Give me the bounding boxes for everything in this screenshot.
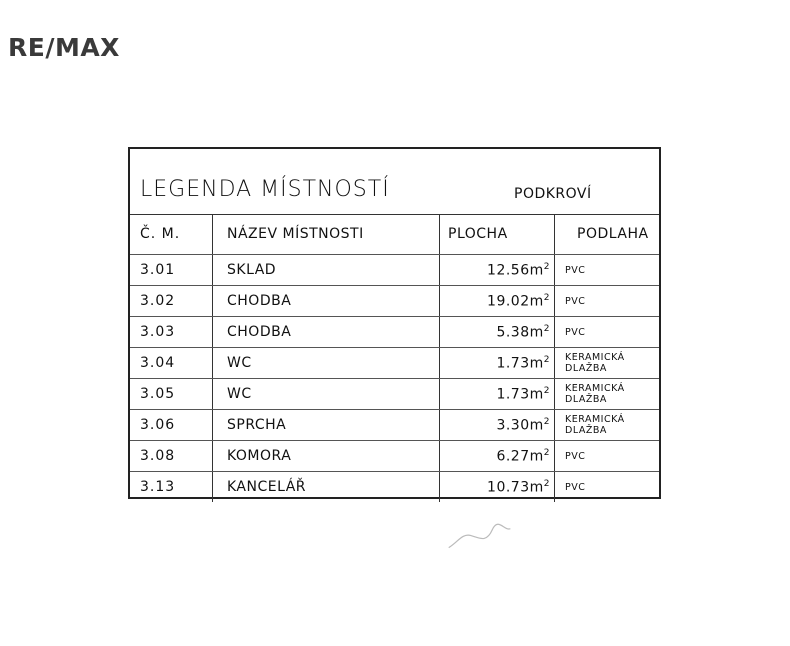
header-room-number: Č. M. <box>130 214 213 255</box>
header-area: PLOCHA <box>440 214 555 255</box>
header-floor: PODLAHA <box>555 214 660 255</box>
room-number: 3.08 <box>130 441 213 472</box>
room-area: $6.27m^2$ <box>440 441 555 472</box>
table-row <box>130 317 659 348</box>
room-name: SPRCHA <box>213 410 440 441</box>
room-floor: PVC <box>555 255 660 286</box>
room-name: WC <box>213 379 440 410</box>
room-legend-sheet <box>128 147 661 499</box>
signature-mark <box>443 514 517 556</box>
room-number: 3.06 <box>130 410 213 441</box>
room-floor: KERAMICKÁ DLAŽBA <box>555 379 660 410</box>
room-area: $1.73m^2$ <box>440 348 555 379</box>
table-row <box>130 472 659 503</box>
room-floor: PVC <box>555 441 660 472</box>
room-floor: KERAMICKÁ DLAŽBA <box>555 348 660 379</box>
room-area: $10.73m^2$ <box>440 472 555 503</box>
header-room-name: NÁZEV MÍSTNOSTI <box>213 214 440 255</box>
room-area: $1.73m^2$ <box>440 379 555 410</box>
room-area: $5.38m^2$ <box>440 317 555 348</box>
room-floor: PVC <box>555 286 660 317</box>
remax-logo: RE/MAX <box>8 33 120 62</box>
room-floor: PVC <box>565 481 586 493</box>
room-number: 3.04 <box>130 348 213 379</box>
room-name: CHODBA <box>213 317 440 348</box>
room-name: CHODBA <box>213 286 440 317</box>
room-area: $3.30m^2$ <box>440 410 555 441</box>
room-area: $19.02m^2$ <box>440 286 555 317</box>
room-name: KANCELÁŘ <box>213 472 440 503</box>
legend-title-row <box>130 149 659 215</box>
table-row <box>130 410 659 441</box>
table-row <box>130 255 659 286</box>
legend-subtitle: PODKROVÍ <box>514 186 592 202</box>
room-floor: KERAMICKÁ DLAŽBA <box>555 410 660 441</box>
room-name: WC <box>213 348 440 379</box>
room-number: 3.01 <box>130 255 213 286</box>
room-number: 3.02 <box>130 286 213 317</box>
room-table <box>130 214 659 502</box>
room-area: $12.56m^2$ <box>440 255 555 286</box>
room-name: SKLAD <box>213 255 440 286</box>
table-row <box>130 348 659 379</box>
table-row <box>130 286 659 317</box>
room-number: 3.13 <box>130 472 213 503</box>
room-name: KOMORA <box>213 441 440 472</box>
legend-title: LEGENDA MÍSTNOSTÍ <box>140 177 390 202</box>
table-row <box>130 441 659 472</box>
room-number: 3.03 <box>130 317 213 348</box>
room-floor: PVC <box>555 317 660 348</box>
table-row <box>130 379 659 410</box>
table-header-row <box>130 214 659 255</box>
room-number: 3.05 <box>130 379 213 410</box>
